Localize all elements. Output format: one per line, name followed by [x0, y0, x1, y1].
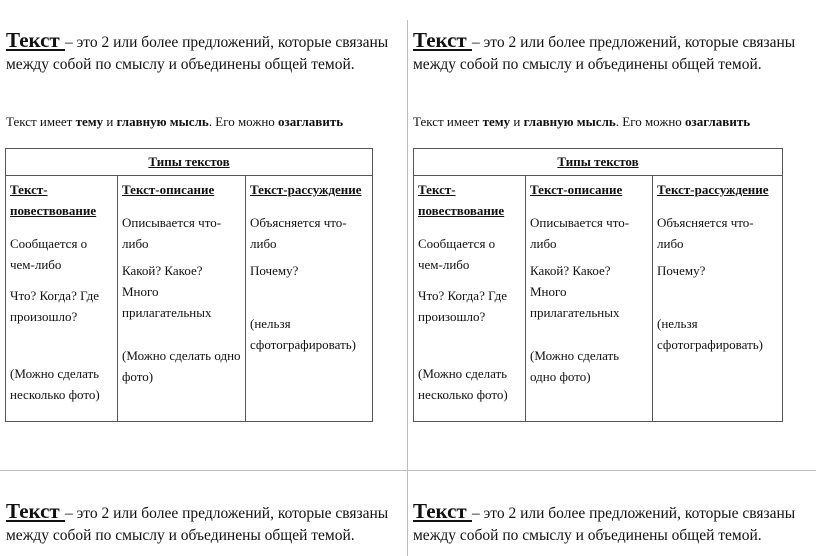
definition [6, 500, 388, 547]
definition-line2: между собой по смыслу и объединены общей темой. [413, 527, 762, 544]
card-bottom-left [0, 471, 407, 556]
definition-line2: между собой по смыслу и объединены общей темой. [6, 527, 355, 544]
column-description: Текст-описание Описывается что-либо Какой? Какое? Много прилагательных (Можно сделать одно фото) [526, 176, 653, 422]
definition-term: Текст [413, 28, 472, 52]
column-reasoning: Текст-рассуждение Объясняется что-либо Почему? (нельзя сфотографировать) [653, 176, 783, 422]
text-features-note: Текст имеет тему и главную мысль. Его можно озаглавить [6, 114, 344, 129]
table-header: Типы текстов [414, 149, 783, 176]
definition [413, 29, 795, 76]
definition [6, 29, 388, 76]
column-narration: Текст-повествование Сообщается о чем-либо Что? Когда? Где произошло? (Можно сделать несколько фото) [6, 176, 118, 422]
definition [413, 500, 795, 547]
card-top-left [0, 0, 407, 470]
text-types-table [413, 148, 783, 422]
definition-line1: – это 2 или более предложений, которые связаны [472, 34, 796, 51]
card-bottom-right [408, 471, 816, 556]
definition-line2: между собой по смыслу и объединены общей темой. [6, 56, 355, 73]
column-reasoning: Текст-рассуждение Объясняется что-либо Почему? (нельзя сфотографировать) [246, 176, 373, 422]
column-description: Текст-описание Описывается что-либо Какой? Какое? Много прилагательных (Можно сделать одно фото) [118, 176, 246, 422]
definition-term: Текст [413, 499, 472, 523]
definition-line2: между собой по смыслу и объединены общей темой. [413, 56, 762, 73]
definition-line1: – это 2 или более предложений, которые связаны [65, 505, 389, 522]
definition-line1: – это 2 или более предложений, которые связаны [65, 34, 389, 51]
column-narration: Текст-повествование Сообщается о чем-либо Что? Когда? Где произошло? (Можно сделать несколько фото) [414, 176, 526, 422]
definition-line1: – это 2 или более предложений, которые связаны [472, 505, 796, 522]
text-features-note: Текст имеет тему и главную мысль. Его можно озаглавить [413, 114, 751, 129]
definition-term: Текст [6, 499, 65, 523]
card-top-right [408, 0, 816, 470]
definition-term: Текст [6, 28, 65, 52]
text-types-table [5, 148, 373, 422]
table-header: Типы текстов [6, 149, 373, 176]
